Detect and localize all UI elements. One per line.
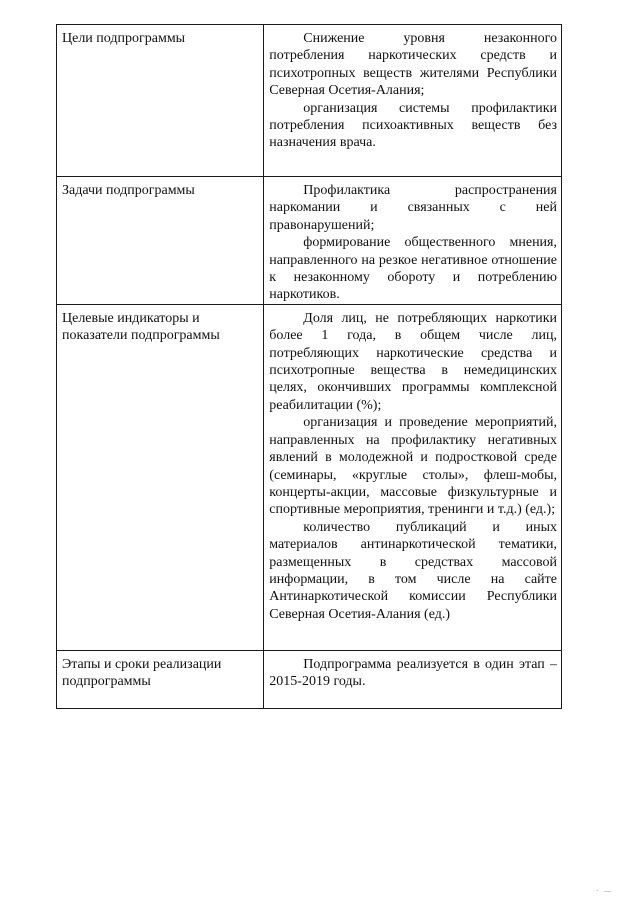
scan-corner-mark: · — (596, 887, 614, 895)
table-row-goals (57, 25, 562, 177)
paragraph: Снижение уровня незаконного потребления наркотических средств и психотропных веществ жителями Республики Северная Осетия-Алания; (269, 31, 557, 99)
paragraph: Доля лиц, не потребляющих наркотики более 1 года, в общем числе лиц, потребляющих наркотические средства и психотропные вещества в немедицинских целях, окончивших программы комплексной реабилитации (%); (269, 310, 557, 413)
row-value-goals (264, 25, 562, 177)
table-row-indicators (57, 304, 562, 650)
row-value-tasks (264, 177, 562, 305)
paragraph: Подпрограмма реализуется в один этап – 2015-2019 годы. (269, 656, 557, 690)
subprogram-passport-table (56, 24, 562, 709)
paragraph: Профилактика распространения наркомании и связанных с ней правонарушений; (269, 183, 557, 233)
table-row-tasks (57, 177, 562, 305)
row-value-stages (264, 650, 562, 708)
row-label-tasks: Задачи подпрограммы (57, 177, 264, 305)
paragraph: количество публикаций и иных материалов антинаркотической тематики, размещенных в средствах массовой информации, в том числе на сайте Антинаркотической комиссии Республики Северная Осетия-Алания (ед.) (269, 519, 557, 622)
paragraph: организация системы профилактики потребления психоактивных веществ без назначения врача. (269, 100, 557, 151)
row-label-indicators: Целевые индикаторы и показатели подпрограммы (57, 304, 264, 650)
table-row-stages (57, 650, 562, 708)
paragraph: формирование общественного мнения, направленного на резкое негативное отношение к незаконному обороту и потреблению наркотиков. (269, 235, 557, 303)
paragraph: организация и проведение мероприятий, направленных на профилактику негативных явлений в молодежной и подростковой среде (семинары, «круглые столы», флеш-мобы, концерты-акции, массовые физкультурные и спортивные мероприятия, тренинги и т.д.) (ед.); (269, 415, 557, 518)
row-label-goals: Цели подпрограммы (57, 25, 264, 177)
row-value-indicators (264, 304, 562, 650)
row-label-stages: Этапы и сроки реализации подпрограммы (57, 650, 264, 708)
